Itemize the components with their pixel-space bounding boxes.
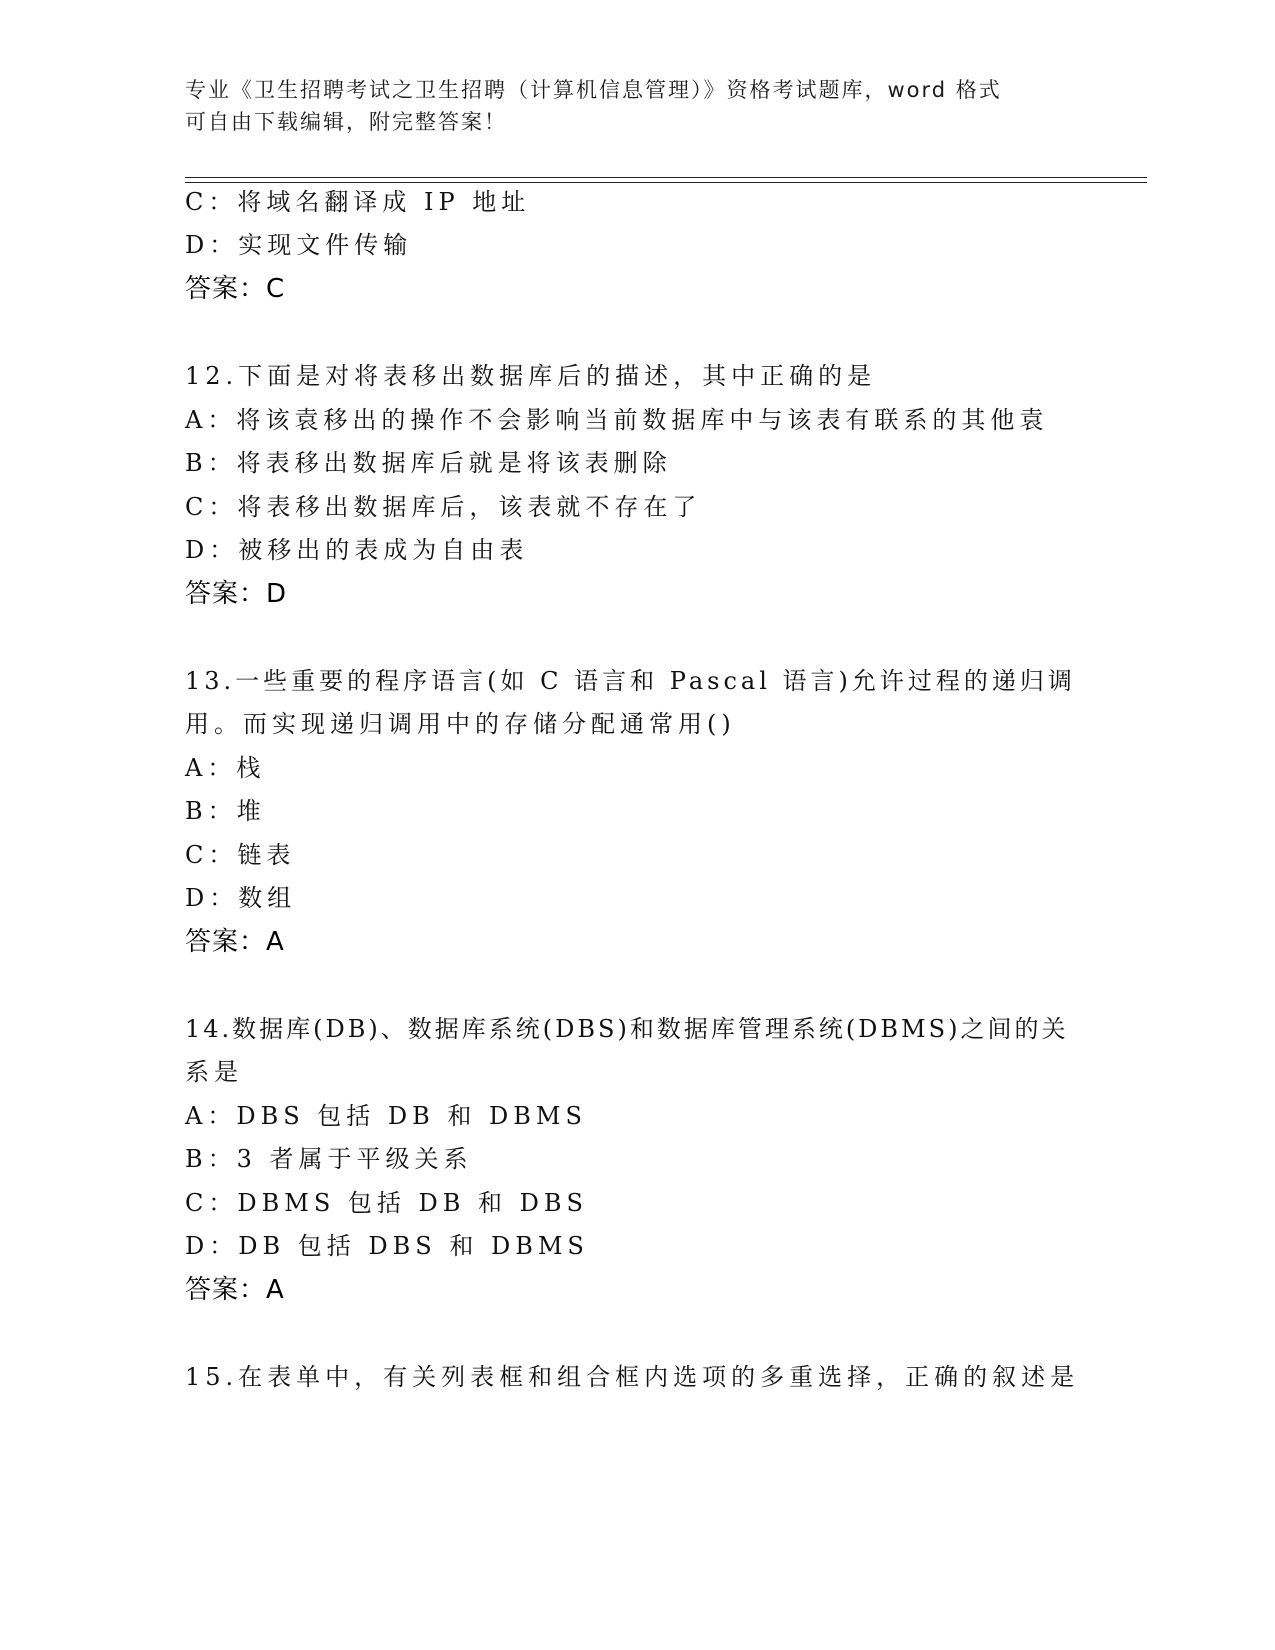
q14-answer: 答案：A [185,1275,285,1305]
q14-question-line-2: 系是 [185,1058,243,1086]
q11-option-d: D：实现文件传输 [185,231,413,259]
header-divider-bottom [185,182,1147,183]
q13-option-d: D：数组 [185,884,297,912]
q14-question-line-1: 14.数据库(DB)、数据库系统(DBS)和数据库管理系统(DBMS)之间的关 [185,1015,1069,1043]
q13-answer: 答案：A [185,927,285,957]
header-divider-top [185,177,1147,178]
q14-option-b: B：3 者属于平级关系 [185,1145,473,1173]
q14-option-d: D：DB 包括 DBS 和 DBMS [185,1232,589,1260]
header-line-1: 专业《卫生招聘考试之卫生招聘（计算机信息管理）》资格考试题库，word 格式 [185,78,1002,102]
q12-question: 12.下面是对将表移出数据库后的描述，其中正确的是 [185,362,877,390]
q12-option-d: D：被移出的表成为自由表 [185,536,529,564]
document-header [185,74,1065,138]
q14-option-a: A：DBS 包括 DB 和 DBMS [185,1102,587,1130]
q13-option-b: B：堆 [185,797,266,825]
q14-option-c: C：DBMS 包括 DB 和 DBS [185,1189,588,1217]
q12-answer: 答案：D [185,579,288,609]
q15-question: 15.在表单中，有关列表框和组合框内选项的多重选择，正确的叙述是 [185,1363,1080,1391]
q11-answer: 答案：C [185,274,286,304]
q13-option-c: C：链表 [185,841,296,869]
q13-question-line-2: 用。而实现递归调用中的存储分配通常用() [185,710,736,738]
q11-option-c: C：将域名翻译成 IP 地址 [185,188,531,216]
q13-option-a: A：栈 [185,754,266,782]
q12-option-c: C：将表移出数据库后，该表就不存在了 [185,493,702,521]
q13-question-line-1: 13.一些重要的程序语言(如 C 语言和 Pascal 语言)允许过程的递归调 [185,667,1076,695]
q12-option-b: B：将表移出数据库后就是将该表删除 [185,449,672,477]
header-line-2: 可自由下载编辑，附完整答案！ [185,110,507,134]
q12-option-a: A：将该袁移出的操作不会影响当前数据库中与该表有联系的其他袁 [185,406,1049,434]
